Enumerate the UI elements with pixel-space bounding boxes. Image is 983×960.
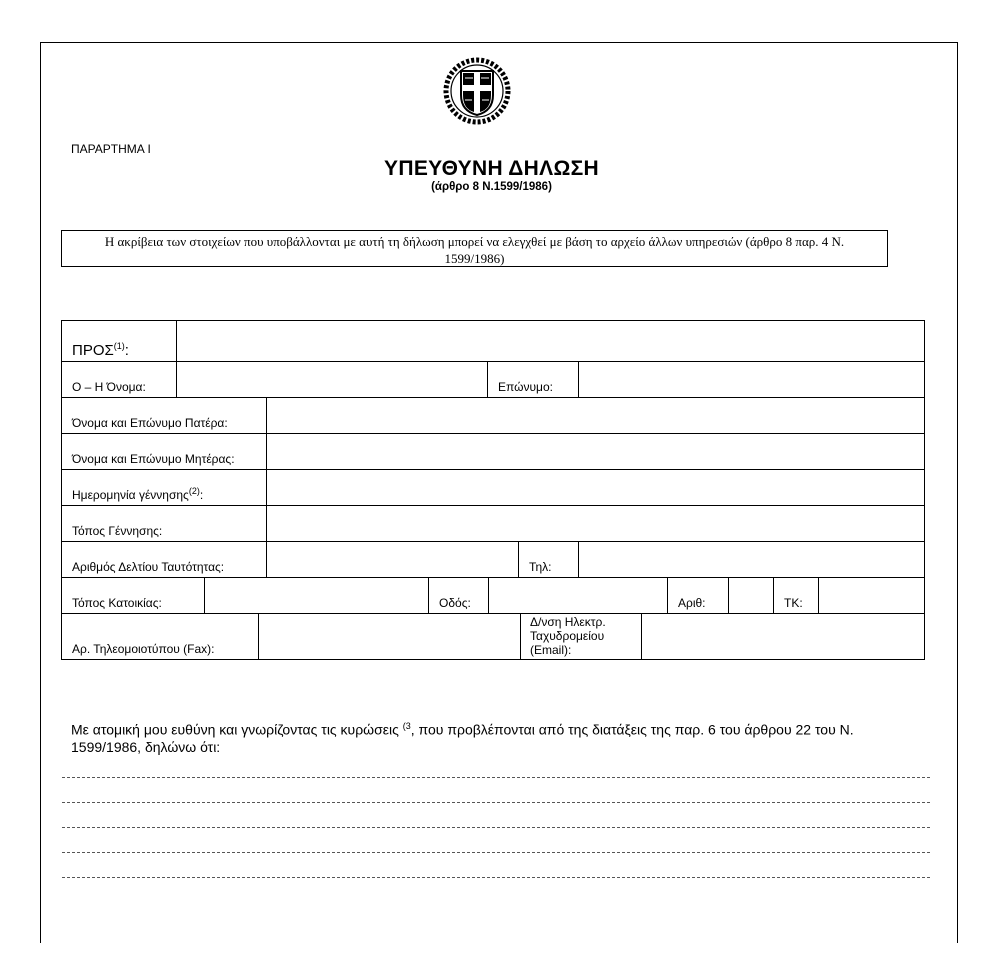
mother-name-field[interactable]	[266, 434, 924, 469]
row-id-phone	[62, 541, 924, 577]
street-number-label: Αριθ:	[678, 596, 706, 610]
email-label: Δ/νση Ηλεκτρ. Ταχυδρομείου (Email):	[530, 615, 606, 657]
email-label-cell	[520, 614, 641, 659]
id-number-label: Αριθμός Δελτίου Ταυτότητας:	[72, 560, 225, 574]
postcode-field[interactable]	[818, 578, 924, 613]
row-address	[62, 577, 924, 613]
row-name	[62, 361, 924, 397]
annex-label: ΠΑΡΑΡΤΗΜΑ Ι	[71, 142, 151, 156]
street-field[interactable]	[488, 578, 667, 613]
birthplace-label-cell	[62, 506, 266, 541]
first-name-label: Ο – Η Όνομα:	[72, 380, 146, 394]
father-label-cell	[62, 398, 266, 433]
postcode-label-cell	[773, 578, 818, 613]
mother-label-cell	[62, 434, 266, 469]
id-label-cell	[62, 542, 266, 577]
phone-label: Τηλ:	[529, 560, 552, 574]
declaration-statement: Με ατομική μου ευθύνη και γνωρίζοντας τις κυρώσεις $^{(3}$, που προβλέπονται από της διατάξεις της παρ. 6 του άρθρου 22 του Ν. 1599/1986, δηλώνω ότι:	[71, 721, 854, 755]
number-label-cell	[667, 578, 728, 613]
declaration-form-table	[61, 320, 925, 660]
row-father	[62, 397, 924, 433]
row-recipient	[62, 321, 924, 361]
first-name-field[interactable]	[176, 362, 487, 397]
birthdate-label: Ημερομηνία γέννησης$^{(2)}$:	[72, 486, 204, 502]
document-subtitle: (άρθρο 8 Ν.1599/1986)	[431, 181, 552, 193]
fax-label-cell	[62, 614, 258, 659]
first-name-label-cell	[62, 362, 176, 397]
fax-label: Αρ. Τηλεομοιοτύπου (Fax):	[72, 642, 215, 656]
document-title: ΥΠΕΥΘΥΝΗ ΔΗΛΩΣΗ	[384, 157, 599, 180]
declaration-line-5[interactable]	[62, 877, 930, 878]
row-birthdate	[62, 469, 924, 505]
birthdate-label-cell	[62, 470, 266, 505]
surname-label: Επώνυμο:	[498, 380, 553, 394]
phone-field[interactable]	[578, 542, 924, 577]
residence-field[interactable]	[204, 578, 428, 613]
accuracy-notice-text: Η ακρίβεια των στοιχείων που υποβάλλονται με αυτή τη δήλωση μπορεί να ελεγχθεί με βάση το αρχείο άλλων υπηρεσιών (άρθρο 8 παρ. 4 Ν. 1599/1986)	[104, 234, 845, 266]
postcode-label: ΤΚ:	[784, 596, 803, 610]
id-number-field[interactable]	[266, 542, 518, 577]
street-number-field[interactable]	[728, 578, 773, 613]
birthplace-field[interactable]	[266, 506, 924, 541]
declaration-line-2[interactable]	[62, 802, 930, 803]
accuracy-notice-box	[61, 230, 888, 267]
father-name-label: Όνομα και Επώνυμο Πατέρα:	[72, 416, 228, 430]
phone-label-cell	[518, 542, 578, 577]
email-field[interactable]	[641, 614, 924, 659]
birthplace-label: Τόπος Γέννησης:	[72, 524, 163, 538]
father-name-field[interactable]	[266, 398, 924, 433]
surname-label-cell	[487, 362, 578, 397]
surname-field[interactable]	[578, 362, 924, 397]
street-label: Οδός:	[439, 596, 471, 610]
declaration-line-4[interactable]	[62, 852, 930, 853]
street-label-cell	[428, 578, 488, 613]
declaration-line-1[interactable]	[62, 777, 930, 778]
residence-label: Τόπος Κατοικίας:	[72, 596, 162, 610]
recipient-label: ΠΡΟΣ$^{(1)}$:	[72, 341, 129, 359]
greek-coat-of-arms-icon	[441, 55, 513, 127]
mother-name-label: Όνομα και Επώνυμο Μητέρας:	[72, 452, 235, 466]
row-mother	[62, 433, 924, 469]
declaration-line-3[interactable]	[62, 827, 930, 828]
row-fax-email	[62, 613, 924, 659]
recipient-label-cell	[62, 321, 176, 361]
birthdate-field[interactable]	[266, 470, 924, 505]
residence-label-cell	[62, 578, 204, 613]
recipient-field[interactable]	[176, 321, 924, 361]
fax-field[interactable]	[258, 614, 520, 659]
row-birthplace	[62, 505, 924, 541]
